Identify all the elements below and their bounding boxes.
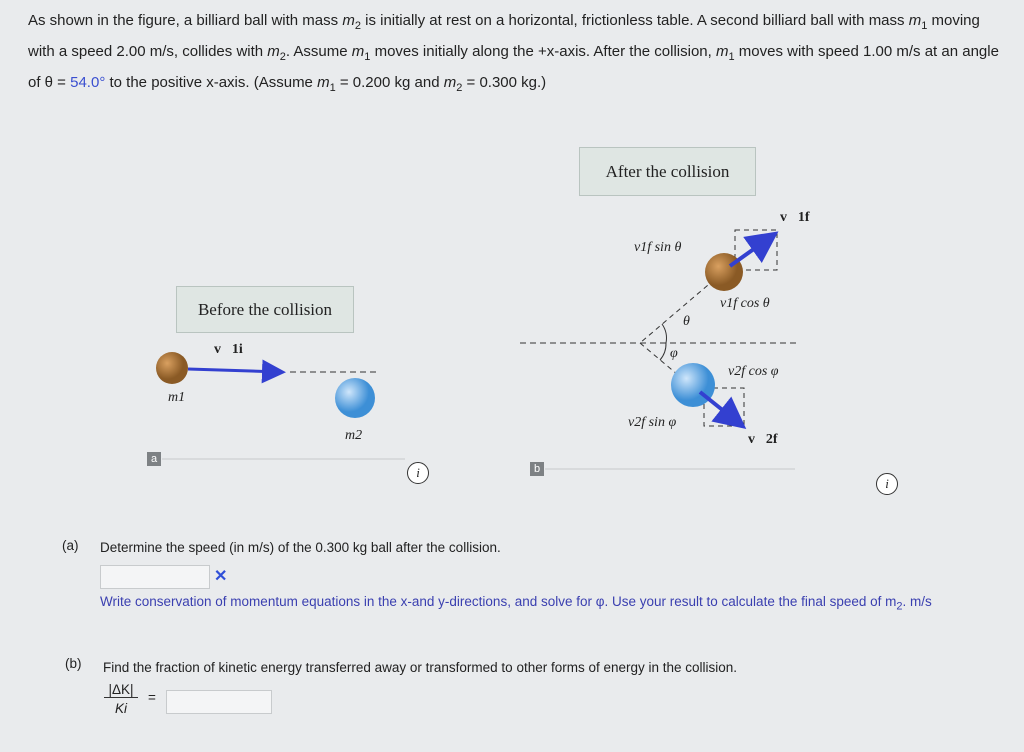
after-collision-caption: After the collision xyxy=(579,147,756,196)
sub: 1 xyxy=(728,51,735,63)
text: moves initially along the +x-axis. After the collision, xyxy=(370,43,716,60)
velocity-arrow-v2f xyxy=(700,392,740,424)
var: m xyxy=(342,12,355,29)
hint-unit: . m/s xyxy=(902,594,932,609)
text: . Assume xyxy=(285,43,352,60)
sub: 1 xyxy=(921,20,928,32)
v2f-cos-label: v2f cos φ xyxy=(728,364,779,379)
part-a-answer-input[interactable] xyxy=(100,565,210,589)
info-icon[interactable]: i xyxy=(407,462,429,484)
velocity-arrow-v1f xyxy=(730,236,772,266)
var: m xyxy=(317,74,330,91)
sub: 2 xyxy=(896,600,903,613)
before-collision-caption: Before the collision xyxy=(176,286,354,333)
text: to the positive x-axis. (Assume xyxy=(105,74,318,91)
v1f-label: v⃗1f xyxy=(780,210,810,225)
phi-arc xyxy=(660,343,666,360)
figure-b-badge: b xyxy=(530,462,544,476)
theta-label: θ xyxy=(683,314,690,329)
ball-m1 xyxy=(156,352,188,384)
velocity-arrow-v1i xyxy=(188,369,280,372)
part-b-answer-input[interactable] xyxy=(166,690,272,714)
theta-arc xyxy=(662,324,666,343)
text: = 0.200 kg and xyxy=(335,74,444,91)
m1-label: m1 xyxy=(168,390,186,405)
ball-m2 xyxy=(335,378,375,418)
part-a-question: Determine the speed (in m/s) of the 0.300 kg ball after the collision. xyxy=(100,540,501,555)
var: m xyxy=(443,74,457,91)
angle-value: 54.0° xyxy=(70,74,106,91)
sub: 2 xyxy=(354,20,361,32)
equals-sign: = xyxy=(148,690,156,705)
sub: 1 xyxy=(329,82,336,94)
sub: 2 xyxy=(279,51,286,63)
part-b-question: Find the fraction of kinetic energy transferred away or transformed to other forms of energy in the collision. xyxy=(103,660,738,675)
text: As shown in the figure, a billiard ball with mass xyxy=(28,12,343,29)
part-b-label: (b) xyxy=(65,656,82,671)
hint-text: Write conservation of momentum equations in the x-and y-directions, and solve for φ. Use your result to calculate the final speed of m xyxy=(100,594,897,609)
sub: 2 xyxy=(456,82,463,94)
part-a-hint xyxy=(100,593,980,616)
figure-a-badge: a xyxy=(147,452,161,466)
v2f-label: v⃗2f xyxy=(748,432,778,447)
fraction-numerator: |ΔK| xyxy=(104,682,138,698)
m2-label: m2 xyxy=(345,428,363,443)
part-a-label: (a) xyxy=(62,538,79,553)
var: m xyxy=(908,12,922,29)
sub: 1 xyxy=(364,51,371,63)
v2f-sin-label: v2f sin φ xyxy=(628,415,677,430)
var: m xyxy=(267,43,280,60)
info-icon[interactable]: i xyxy=(876,473,898,495)
text: = 0.300 kg.) xyxy=(462,74,547,91)
fraction-denominator: Ki xyxy=(114,701,127,716)
v1f-sin-label: v1f sin θ xyxy=(634,240,682,255)
var: m xyxy=(716,43,729,60)
text: moving with a speed 2.00 m/s, collides with xyxy=(28,12,980,60)
var: m xyxy=(351,43,365,60)
text: moves with speed 1.00 m/s at an angle of θ = xyxy=(28,43,999,91)
v1f-cos-label: v1f cos θ xyxy=(720,296,770,311)
phi-label: φ xyxy=(670,346,678,361)
text: is initially at rest on a horizontal, frictionless table. A second billiard ball with mass xyxy=(360,12,909,29)
incorrect-icon: ✕ xyxy=(214,568,228,585)
v1i-label: v⃗1i xyxy=(214,342,243,357)
